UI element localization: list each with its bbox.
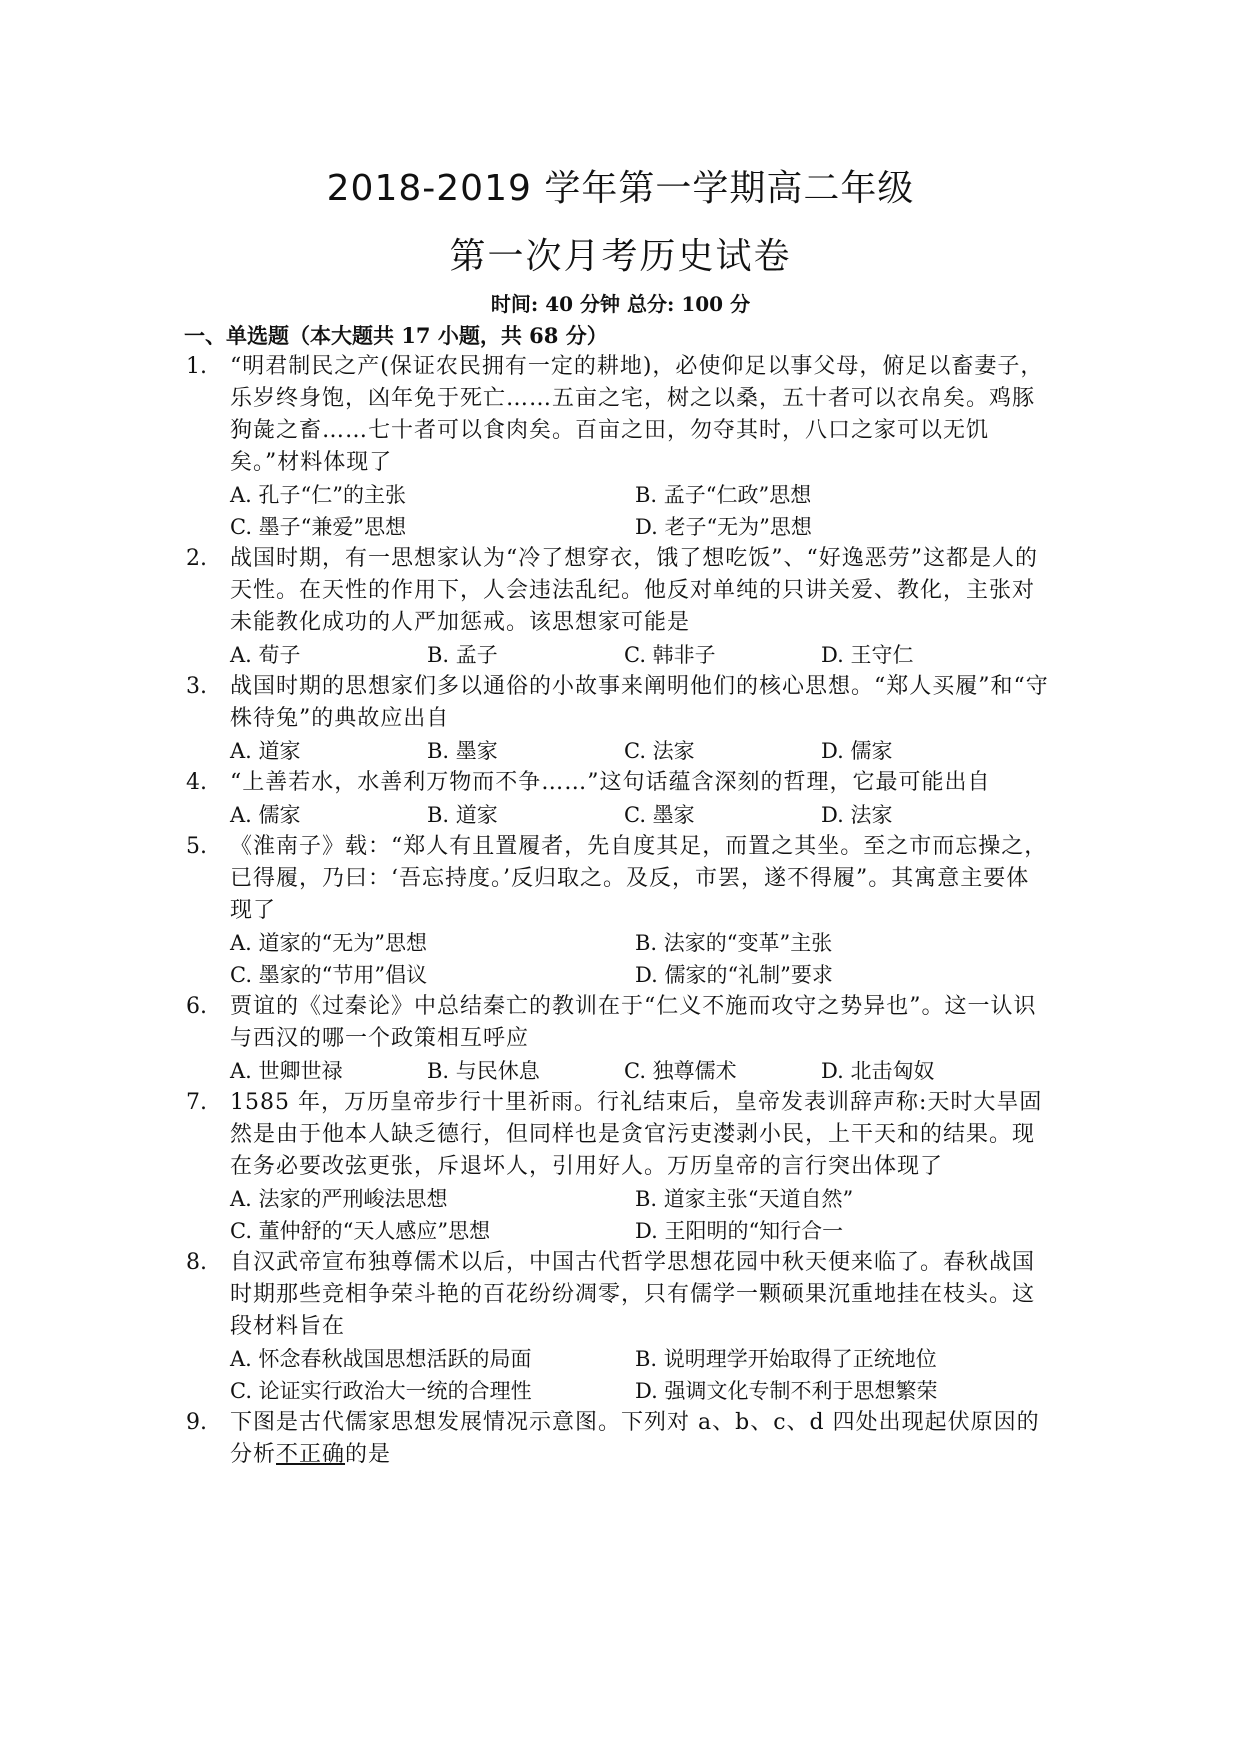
options <box>230 735 1050 767</box>
option-c: C. 墨家的“节用”倡议 <box>230 963 428 987</box>
option-d: D. 儒家的“礼制”要求 <box>635 963 833 987</box>
question-list <box>0 351 1241 1471</box>
exam-title-line2: 第一次月考历史试卷 <box>449 236 792 277</box>
option-d: D. 强调文化专制不利于思想繁荣 <box>635 1379 938 1403</box>
options <box>230 1055 1050 1087</box>
question-text: “上善若水，水善利万物而不争……”这句话蕴含深刻的哲理，它最可能出自 <box>230 770 991 795</box>
underlined-emphasis: 不正确 <box>276 1442 346 1467</box>
option-a: A. 世卿世禄 <box>230 1059 343 1083</box>
question-2 <box>0 543 1241 671</box>
question-text: 贾谊的《过秦论》中总结秦亡的教训在于“仁义不施而攻守之势异也”。这一认识与西汉的哪一个政策相互呼应 <box>230 994 1037 1051</box>
option-b: B. 孟子 <box>427 643 498 667</box>
question-text: 战国时期，有一思想家认为“冷了想穿衣，饿了想吃饭”、“好逸恶劳”这都是人的天性。在天性的作用下，人会违法乱纪。他反对单纯的只讲关爱、教化，主张对未能教化成功的人严加惩戒。该思想家可能是 <box>230 546 1038 635</box>
option-a: A. 儒家 <box>230 803 301 827</box>
question-number: 7. <box>186 1090 207 1115</box>
option-b: B. 法家的“变革”主张 <box>635 931 833 955</box>
option-d: D. 北击匈奴 <box>821 1059 935 1083</box>
options <box>230 927 1050 991</box>
exam-meta: 时间: 40 分钟 总分: 100 分 <box>490 292 751 316</box>
option-c: C. 董仲舒的“天人感应”思想 <box>230 1219 491 1243</box>
question-text-part: 下图是古代儒家思想发展情况示意图。下列对 a、b、c、d 四处出现起伏原因的分析 <box>230 1410 1040 1467</box>
option-d: D. 王阳明的“知行合一 <box>635 1219 844 1243</box>
option-c: C. 独尊儒术 <box>624 1059 737 1083</box>
question-number: 4. <box>186 770 207 795</box>
question-number: 6. <box>186 994 207 1019</box>
option-b: B. 与民休息 <box>427 1059 540 1083</box>
question-3 <box>0 671 1241 767</box>
exam-title-line1: 2018-2019 学年第一学期高二年级 <box>326 168 915 209</box>
question-number: 8. <box>186 1250 207 1275</box>
option-d: D. 王守仁 <box>821 643 914 667</box>
option-b: B. 说明理学开始取得了正统地位 <box>635 1347 937 1371</box>
question-4 <box>0 767 1241 831</box>
option-c: C. 论证实行政治大一统的合理性 <box>230 1379 532 1403</box>
option-a: A. 道家 <box>230 739 301 763</box>
option-c: C. 法家 <box>624 739 695 763</box>
options <box>230 479 1050 543</box>
option-a: A. 荀子 <box>230 643 301 667</box>
question-6 <box>0 991 1241 1087</box>
question-8 <box>0 1247 1241 1407</box>
question-text: 战国时期的思想家们多以通俗的小故事来阐明他们的核心思想。“郑人买履”和“守株待兔”的典故应出自 <box>230 674 1049 731</box>
option-c: C. 墨家 <box>624 803 695 827</box>
question-number: 9. <box>186 1410 207 1435</box>
option-a: A. 怀念春秋战国思想活跃的局面 <box>230 1347 532 1371</box>
section-heading: 一、单选题（本大题共 17 小题，共 68 分） <box>184 323 608 348</box>
options <box>230 639 1050 671</box>
question-number: 5. <box>186 834 207 859</box>
question-text: 1585 年，万历皇帝步行十里祈雨。行礼结束后，皇帝发表训辞声称:天时大旱固然是由于他本人缺乏德行，但同样也是贪官污吏漤剥小民，上干天和的结果。现在务必要改弦更张，斥退坏人，引用好人。万历皇帝的言行突出体现了 <box>230 1090 1043 1179</box>
option-b: B. 孟子“仁政”思想 <box>635 483 812 507</box>
option-d: D. 老子“无为”思想 <box>635 515 812 539</box>
question-7 <box>0 1087 1241 1247</box>
option-b: B. 道家主张“天道自然” <box>635 1187 854 1211</box>
option-b: B. 墨家 <box>427 739 498 763</box>
question-text: 《淮南子》载：“郑人有且置履者，先自度其足，而置之其坐。至之市而忘操之，已得履，乃曰：‘吾忘持度。’反归取之。及反，市罢，遂不得履”。其寓意主要体现了 <box>230 834 1048 923</box>
question-1 <box>0 351 1241 543</box>
option-a: A. 孔子“仁”的主张 <box>230 483 406 507</box>
options <box>230 1183 1050 1247</box>
options <box>230 1343 1050 1407</box>
option-c: C. 韩非子 <box>624 643 716 667</box>
question-number: 3. <box>186 674 207 699</box>
option-b: B. 道家 <box>427 803 498 827</box>
question-number: 1. <box>186 354 207 379</box>
question-text: 自汉武帝宣布独尊儒术以后，中国古代哲学思想花园中秋天便来临了。春秋战国时期那些竞相争荣斗艳的百花纷纷凋零，只有儒学一颗硕果沉重地挂在枝头。这段材料旨在 <box>230 1250 1036 1339</box>
question-number: 2. <box>186 546 207 571</box>
option-a: A. 道家的“无为”思想 <box>230 931 427 955</box>
question-9 <box>0 1407 1241 1471</box>
question-text-part: 的是 <box>345 1442 392 1467</box>
question-5 <box>0 831 1241 991</box>
question-text: “明君制民之产(保证农民拥有一定的耕地)，必使仰足以事父母，俯足以畜妻子，乐岁终身饱，凶年免于死亡……五亩之宅，树之以桑，五十者可以衣帛矣。鸡豚狗彘之畜……七十者可以食肉矣。百亩之田，勿夺其时，八口之家可以无饥矣。”材料体现了 <box>230 354 1044 475</box>
question-text <box>230 1407 1050 1471</box>
option-d: D. 儒家 <box>821 739 893 763</box>
option-c: C. 墨子“兼爱”思想 <box>230 515 407 539</box>
option-d: D. 法家 <box>821 803 893 827</box>
options <box>230 799 1050 831</box>
option-a: A. 法家的严刑峻法思想 <box>230 1187 448 1211</box>
